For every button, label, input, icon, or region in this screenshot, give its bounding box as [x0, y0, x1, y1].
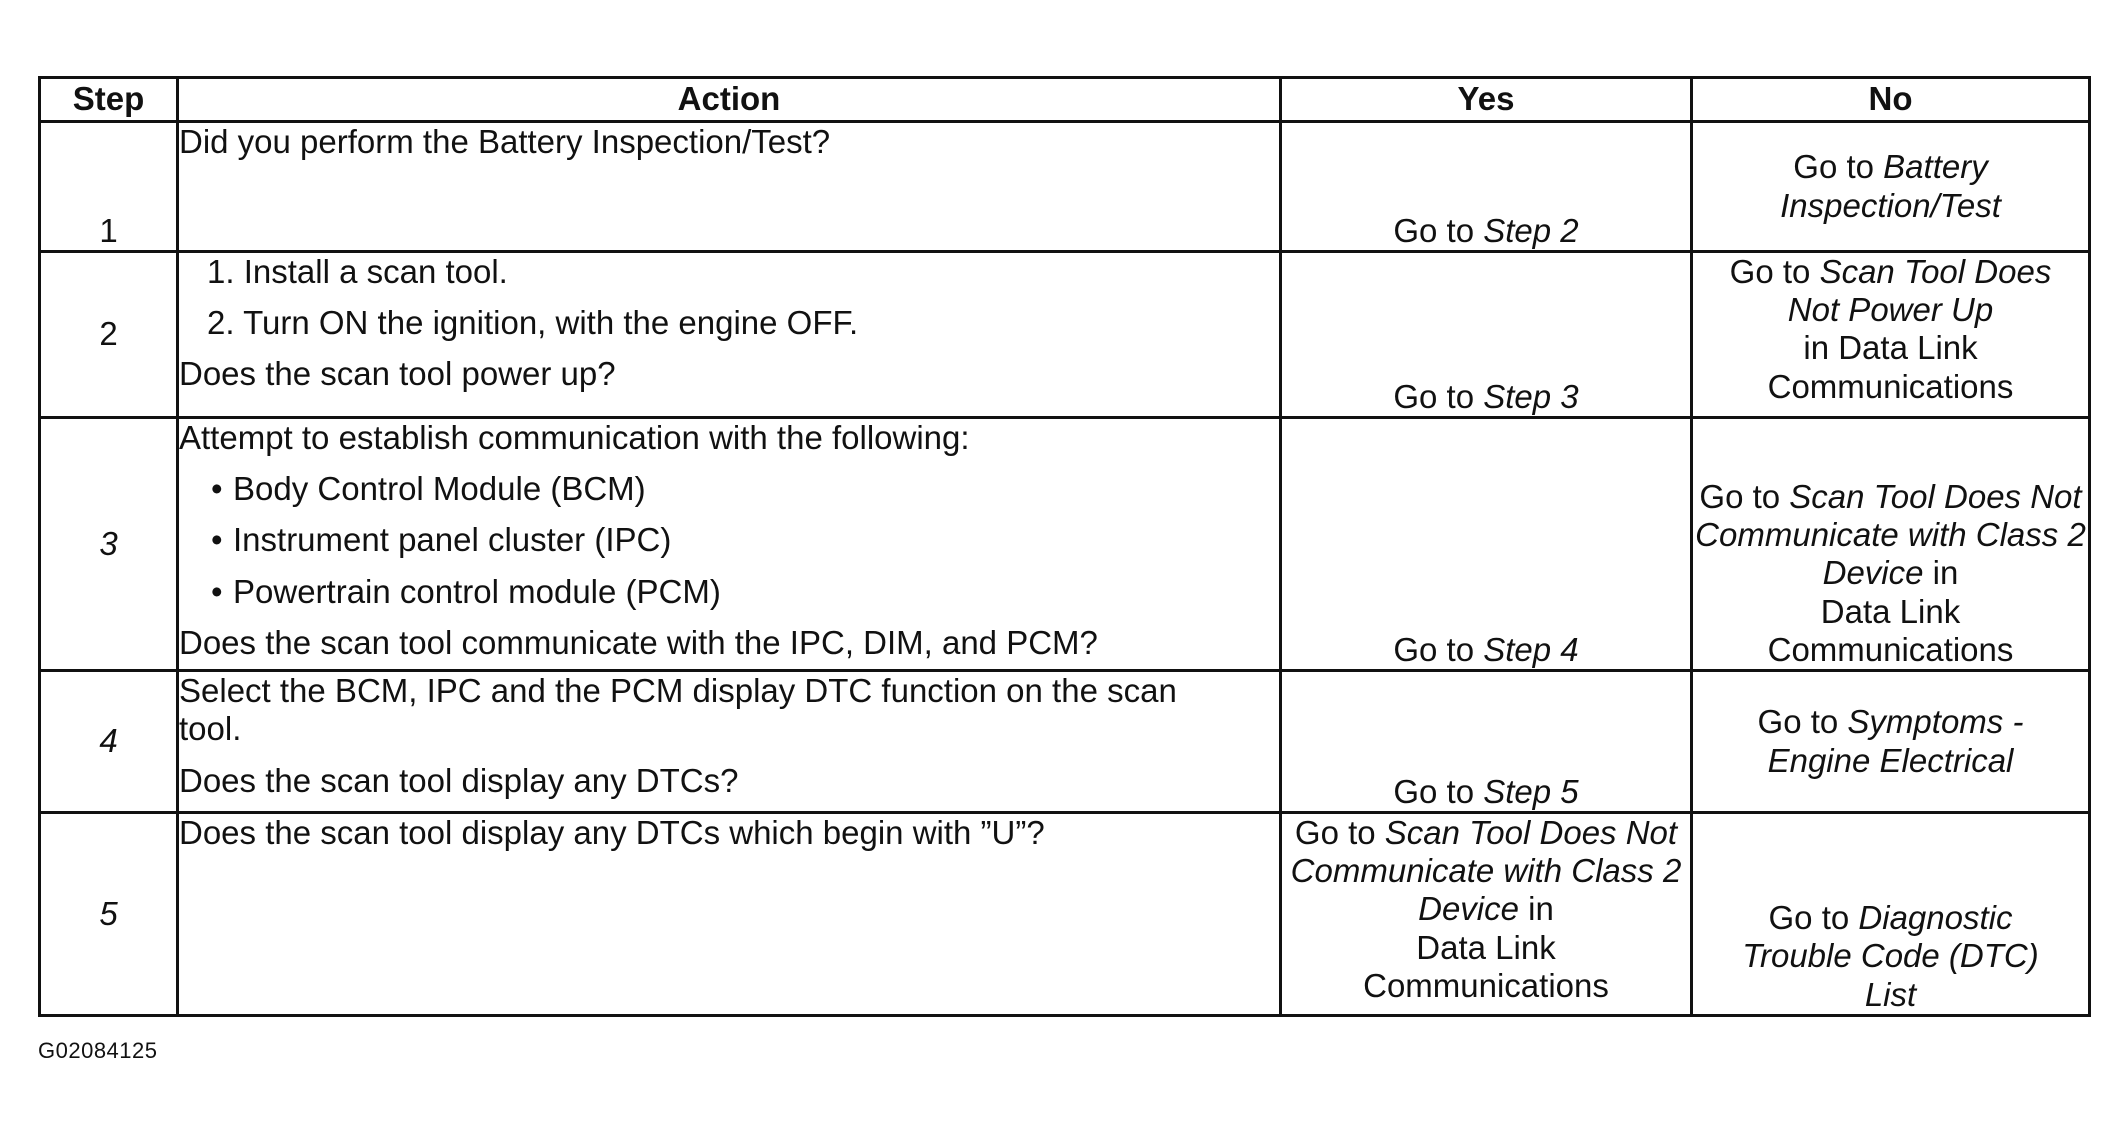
action-cell: [178, 122, 1281, 252]
table-row-step-1: [40, 122, 2090, 252]
step-number: 1: [40, 122, 178, 252]
table-row-step-4: [40, 671, 2090, 813]
bullet-item: [179, 521, 1279, 559]
no-cell: [1692, 122, 2090, 252]
yes-prefix: Go to: [1294, 813, 1385, 851]
no-prefix: Go to: [1793, 148, 1884, 186]
no-link[interactable]: Scan Tool Does Not Power Up: [1787, 252, 2052, 329]
yes-prefix: Go to: [1393, 377, 1484, 415]
no-link[interactable]: Scan Tool Does Not Communicate with Class 2 Device: [1695, 477, 2086, 592]
yes-link[interactable]: Step 4: [1483, 630, 1579, 668]
yes-link[interactable]: Step 2: [1483, 211, 1579, 249]
yes-suffix-2: Data Link Communications: [1363, 928, 1609, 1004]
bullet-text: Body Control Module (BCM): [233, 470, 646, 508]
step-number: 3: [40, 417, 178, 670]
step-number: 4: [40, 671, 178, 813]
action-intro: Select the BCM, IPC and the PCM display DTC function on the scan tool.: [179, 672, 1177, 748]
numbered-item: 2. Turn ON the ignition, with the engine OFF.: [207, 304, 859, 342]
table-header-row: [40, 78, 2090, 122]
table-row-step-5: [40, 812, 2090, 1015]
yes-prefix: Go to: [1393, 630, 1484, 668]
no-cell: [1692, 251, 2090, 417]
no-link[interactable]: Diagnostic Trouble Code (DTC) List: [1742, 899, 2039, 1013]
yes-suffix: in: [1519, 890, 1554, 928]
bullet-icon: •: [211, 521, 223, 559]
no-cell: [1692, 417, 2090, 670]
yes-prefix: Go to: [1393, 211, 1484, 249]
yes-link[interactable]: Step 3: [1483, 377, 1579, 415]
no-link[interactable]: Symptoms - Engine Electrical: [1767, 703, 2024, 779]
bullet-text: Instrument panel cluster (IPC): [233, 521, 672, 559]
action-question: Did you perform the Battery Inspection/Test?: [179, 123, 831, 161]
action-cell: [178, 671, 1281, 813]
header-action: Action: [178, 78, 1281, 122]
table-row-step-2: [40, 251, 2090, 417]
no-link[interactable]: Battery Inspection/Test: [1780, 148, 2001, 224]
bullet-text: Powertrain control module (PCM): [233, 572, 721, 610]
header-yes: Yes: [1281, 78, 1692, 122]
bullet-icon: •: [211, 572, 223, 610]
yes-link[interactable]: Scan Tool Does Not Communicate with Class 2 Device: [1290, 813, 1682, 928]
header-no: No: [1692, 78, 2090, 122]
action-question: Does the scan tool display any DTCs which begin with ”U”?: [179, 813, 1045, 851]
no-prefix: Go to: [1757, 703, 1848, 741]
no-prefix: Go to: [1768, 899, 1859, 937]
action-cell: [178, 251, 1281, 417]
bullet-icon: •: [211, 470, 223, 508]
no-cell: [1692, 671, 2090, 813]
yes-cell: [1281, 812, 1692, 1015]
yes-link[interactable]: Step 5: [1483, 772, 1579, 810]
no-suffix: in: [1923, 554, 1959, 592]
yes-cell: [1281, 122, 1692, 252]
table-row-step-3: [40, 417, 2090, 670]
action-question: Does the scan tool display any DTCs?: [179, 761, 739, 799]
action-intro: Attempt to establish communication with the following:: [179, 418, 970, 456]
figure-id-label: G02084125: [38, 1038, 158, 1063]
action-cell: [178, 417, 1281, 670]
step-number: 2: [40, 251, 178, 417]
diagnostic-table: [38, 76, 2091, 1017]
yes-cell: [1281, 417, 1692, 670]
yes-prefix: Go to: [1393, 772, 1484, 810]
no-prefix: Go to: [1699, 477, 1790, 515]
bullet-item: [179, 573, 1279, 611]
numbered-item: 1. Install a scan tool.: [207, 252, 508, 290]
action-question: Does the scan tool power up?: [179, 355, 616, 393]
yes-cell: [1281, 671, 1692, 813]
no-suffix: in Data Link Communications: [1767, 329, 2014, 405]
action-question: Does the scan tool communicate with the IPC, DIM, and PCM?: [179, 623, 1098, 661]
step-number: 5: [40, 812, 178, 1015]
bullet-item: [179, 470, 1279, 508]
header-step: Step: [40, 78, 178, 122]
no-prefix: Go to: [1729, 252, 1820, 290]
no-suffix-2: Data Link Communications: [1767, 592, 2014, 668]
action-cell: [178, 812, 1281, 1015]
yes-cell: [1281, 251, 1692, 417]
no-cell: [1692, 812, 2090, 1015]
